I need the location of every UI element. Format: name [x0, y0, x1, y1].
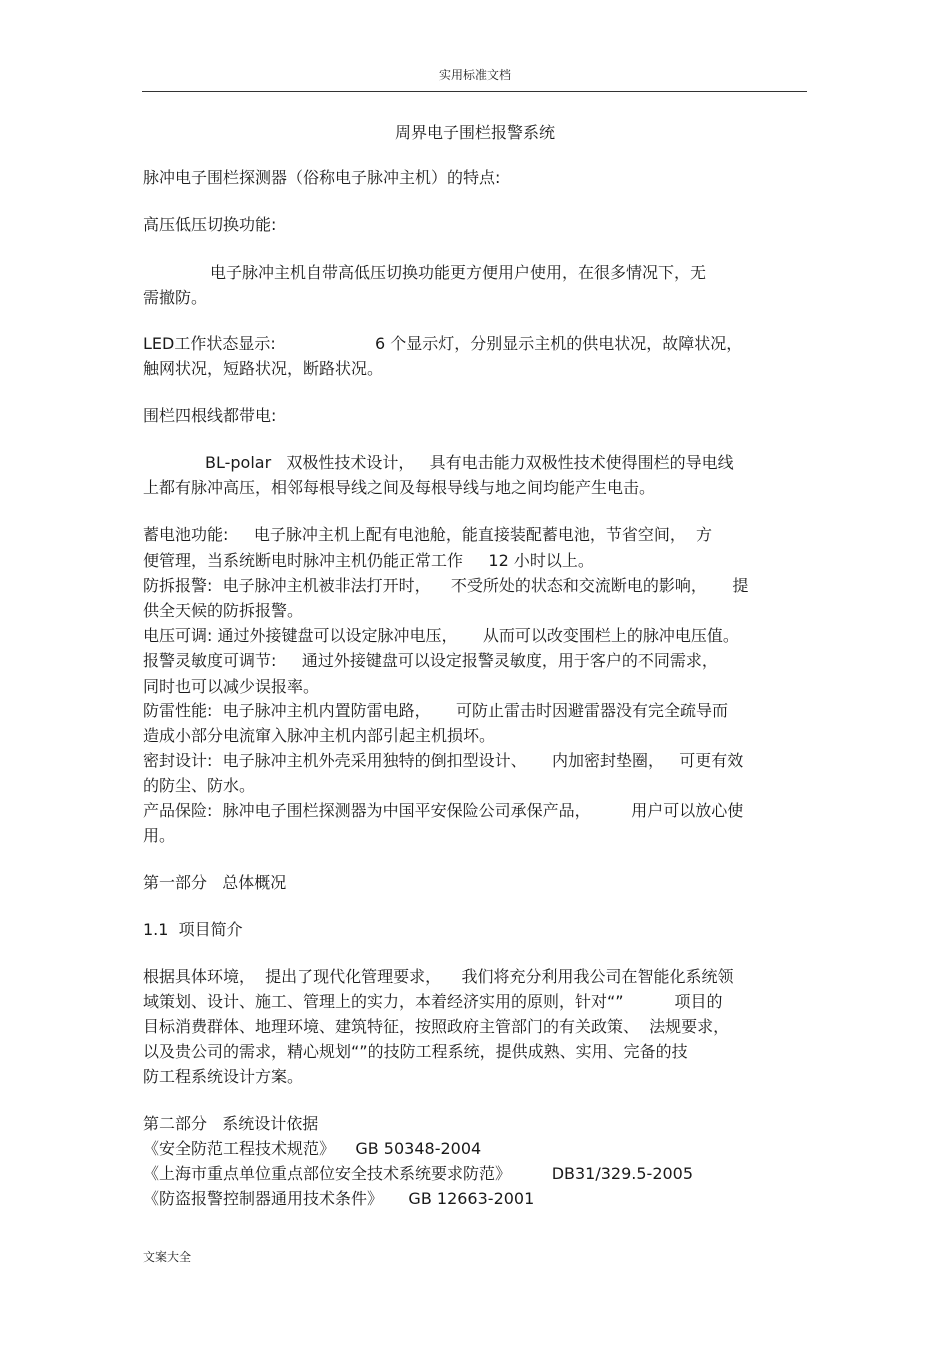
paragraph-line: 目标消费群体、地理环境、建筑特征，按照政府主管部门的有关政策、 法规要求，: [143, 1017, 730, 1036]
intro-line: 脉冲电子围栏探测器（俗称电子脉冲主机）的特点:: [143, 168, 501, 187]
paragraph-line: 蓄电池功能: 电子脉冲主机上配有电池舱，能直接装配蓄电池，节省空间， 方: [143, 525, 712, 544]
paragraph-line: 触网状况，短路状况，断路状况。: [143, 359, 384, 378]
reference-line: 《上海市重点单位重点部位安全技术系统要求防范》 DB31/329.5-2005: [143, 1164, 694, 1183]
paragraph-line: 防工程系统设计方案。: [143, 1067, 304, 1086]
paragraph-line: 用。: [143, 826, 176, 845]
subsection-heading: 1.1 项目简介: [143, 920, 243, 939]
paragraph-line: 域策划、设计、施工、管理上的实力，本着经济实用的原则，针对“” 项目的: [143, 992, 723, 1011]
paragraph-line: 造成小部分电流窜入脉冲主机内部引起主机损坏。: [143, 726, 496, 745]
paragraph-line: 根据具体环境， 提出了现代化管理要求， 我们将充分利用我公司在智能化系统领: [143, 967, 734, 986]
paragraph-line: 同时也可以减少误报率。: [143, 677, 320, 696]
paragraph-line: 便管理，当系统断电时脉冲主机仍能正常工作 12 小时以上。: [143, 551, 594, 570]
reference-line: 《防盗报警控制器通用技术条件》 GB 12663-2001: [143, 1189, 535, 1208]
led-label: LED工作状态显示:: [143, 334, 276, 353]
section-heading: 高压低压切换功能:: [143, 215, 277, 234]
paragraph-line: 防雷性能: 电子脉冲主机内置防雷电路， 可防止雷击时因避雷器没有完全疏导而: [143, 701, 728, 720]
paragraph-line: 上都有脉冲高压，相邻每根导线之间及每根导线与地之间均能产生电击。: [143, 478, 656, 497]
header-divider: [142, 91, 807, 92]
paragraph-line: 产品保险: 脉冲电子围栏探测器为中国平安保险公司承保产品， 用户可以放心使: [143, 801, 744, 820]
paragraph-line: 供全天候的防拆报警。: [143, 601, 304, 620]
reference-line: 《安全防范工程技术规范》 GB 50348-2004: [143, 1139, 482, 1158]
paragraph-line: 报警灵敏度可调节: 通过外接键盘可以设定报警灵敏度，用于客户的不同需求，: [143, 651, 718, 670]
led-text: 6 个显示灯，分别显示主机的供电状况，故障状况，: [375, 334, 743, 353]
paragraph-line: 密封设计: 电子脉冲主机外壳采用独特的倒扣型设计、 内加密封垫圈， 可更有效: [143, 751, 744, 770]
paragraph-line: 电压可调: 通过外接键盘可以设定脉冲电压， 从而可以改变围栏上的脉冲电压值。: [143, 626, 739, 645]
part-heading: 第二部分 系统设计依据: [143, 1114, 319, 1133]
paragraph-line: 防拆报警: 电子脉冲主机被非法打开时， 不受所处的状态和交流断电的影响， 提: [143, 576, 749, 595]
paragraph-line: BL-polar 双极性技术设计， 具有电击能力双极性技术使得围栏的导电线: [205, 453, 734, 472]
paragraph-line: 需撤防。: [143, 288, 208, 307]
page-header: 实用标准文档: [438, 68, 511, 82]
section-heading: 围栏四根线都带电:: [143, 406, 277, 425]
part-heading: 第一部分 总体概况: [143, 873, 287, 892]
page-footer: 文案大全: [143, 1250, 192, 1264]
document-title: 周界电子围栏报警系统: [394, 123, 555, 142]
paragraph-line: 的防尘、防水。: [143, 776, 256, 795]
paragraph-line: 以及贵公司的需求，精心规划“”的技防工程系统，提供成熟、实用、完备的技: [143, 1042, 688, 1061]
paragraph-line: 电子脉冲主机自带高低压切换功能更方便用户使用，在很多情况下，无: [210, 263, 707, 282]
